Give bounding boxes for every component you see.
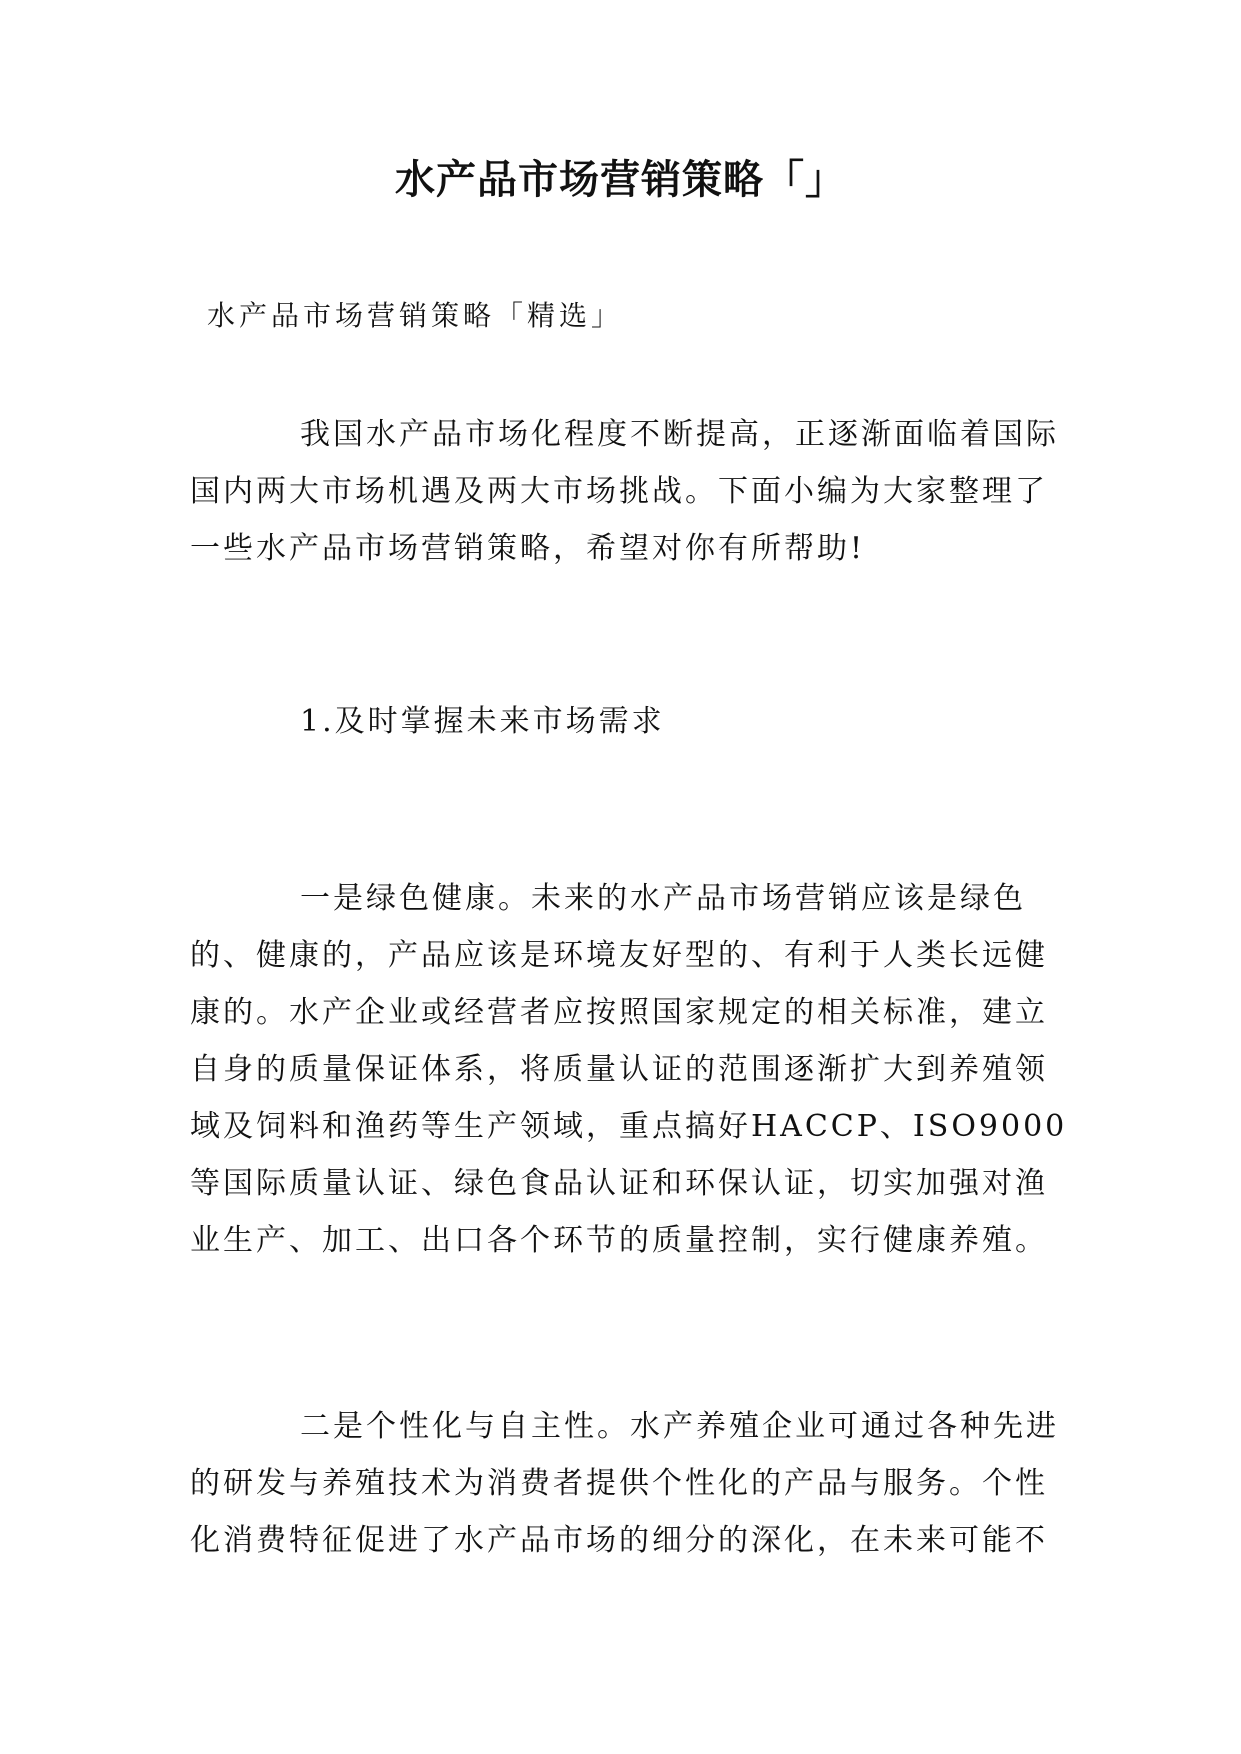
- document-title: 水产品市场营销策略「」: [395, 157, 846, 203]
- paragraph-text: 一是绿色健康。未来的水产品市场营销应该是绿色的、健康的，产品应该是环境友好型的、有利于人类长远健康的。水产企业或经营者应按照国家规定的相关标准，建立自身的质量保证体系，将质量认证的范围逐渐扩大到养殖领域及饲料和渔药等生产领域，重点搞好HACCP、ISO9000等国际质量认证、绿色食品认证和环保认证，切实加强对渔业生产、加工、出口各个环节的质量控制，实行健康养殖。: [190, 881, 1068, 1258]
- section-heading: [190, 693, 1070, 750]
- paragraph-intro: [190, 406, 1070, 577]
- paragraph-green-health: [190, 870, 1070, 1269]
- paragraph-text: 二是个性化与自主性。水产养殖企业可通过各种先进的研发与养殖技术为消费者提供个性化的产品与服务。个性化消费特征促进了水产品市场的细分的深化，在未来可能不: [190, 1409, 1059, 1558]
- section-heading-text: 1.及时掌握未来市场需求: [300, 704, 665, 739]
- paragraph-personalization: [190, 1398, 1070, 1569]
- document-subtitle: 水产品市场营销策略「精选」: [207, 299, 624, 332]
- paragraph-text: 我国水产品市场化程度不断提高，正逐渐面临着国际国内两大市场机遇及两大市场挑战。下面小编为大家整理了一些水产品市场营销策略，希望对你有所帮助!: [190, 417, 1059, 566]
